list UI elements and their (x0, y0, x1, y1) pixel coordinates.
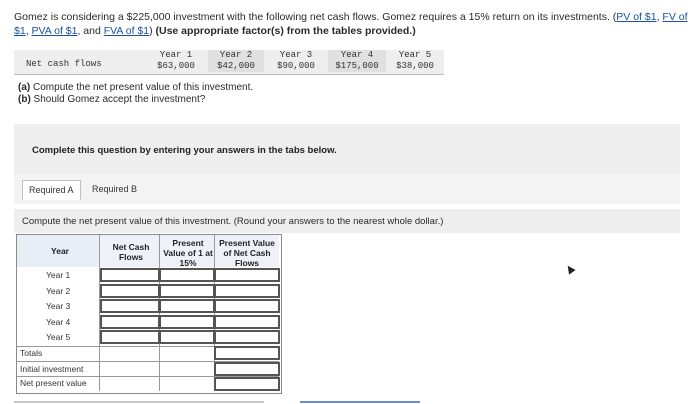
row-label-year-4: Year 4 (46, 317, 71, 327)
bottom-divider-left (14, 401, 264, 403)
header-pv-cash-flows: Present Value of Net Cash Flows (219, 238, 275, 268)
question-b: (b) Should Gomez accept the investment? (18, 94, 206, 105)
net-cash-flow-input-year-4[interactable] (100, 315, 160, 329)
pv-cash-flow-input-year-4[interactable] (214, 315, 280, 329)
instruction-text: Compute the net present value of this investment. (Round your answers to the nearest whole dollar.) (22, 216, 444, 227)
pv-factor-input-year-2[interactable] (159, 284, 215, 298)
tab-required-b[interactable]: Required B (92, 184, 138, 194)
factor-instruction: (Use appropriate factor(s) from the tables provided.) (152, 25, 416, 37)
totals-pv-input[interactable] (214, 346, 280, 360)
net-cash-flow-input-year-2[interactable] (100, 284, 160, 298)
pv-factor-input-year-1[interactable] (159, 268, 215, 282)
header-pv-factor: Present Value of 1 at 15% (163, 238, 213, 268)
net-cash-flow-input-year-3[interactable] (100, 299, 160, 313)
net-present-value-input[interactable] (214, 377, 280, 391)
pva-of-1-link[interactable]: PVA of $1 (31, 25, 78, 37)
fva-of-1-link[interactable]: FVA of $1 (103, 25, 150, 37)
pv-cash-flow-input-year-2[interactable] (214, 284, 280, 298)
pv-cash-flow-input-year-1[interactable] (214, 268, 280, 282)
pv-factor-input-year-4[interactable] (159, 315, 215, 329)
cash-flow-year-3: Year 3 $90,000 (277, 50, 315, 71)
net-cash-flow-input-year-5[interactable] (100, 330, 160, 344)
fv-of-1-link[interactable]: FV of $1 (14, 11, 688, 37)
pv-of-1-link[interactable]: PV of $1 (616, 11, 657, 23)
row-label-net-present-value: Net present value (20, 378, 87, 388)
pv-factor-input-year-5[interactable] (159, 330, 215, 344)
problem-intro: Gomez is considering a $225,000 investment with the following net cash flows. Gomez requires a 15% return on its investments. (PV of $1, FV of $1, PVA of $1, and FVA of $1) (Use appropriate factor(s) from the tables provided.) (14, 11, 688, 37)
row-label-year-1: Year 1 (46, 270, 71, 280)
pv-cash-flow-input-year-5[interactable] (214, 330, 280, 344)
question-a: (a) Compute the net present value of this investment. (18, 82, 254, 93)
bottom-divider-right (300, 401, 420, 403)
mouse-pointer-icon (564, 263, 575, 274)
pv-cash-flow-input-year-3[interactable] (214, 299, 280, 313)
row-label-year-5: Year 5 (46, 332, 71, 342)
row-label-year-3: Year 3 (46, 301, 71, 311)
cash-flow-year-2: Year 2 $42,000 (208, 50, 264, 72)
header-net-cash-flows: Net Cash Flows (112, 242, 150, 262)
cash-flow-year-4: Year 4 $175,000 (328, 50, 386, 72)
cash-flow-year-5: Year 5 $38,000 (396, 50, 434, 71)
tab-required-a[interactable]: Required A (22, 180, 81, 200)
row-label-initial-investment: Initial investment (20, 364, 84, 374)
header-year: Year (51, 246, 69, 256)
complete-prompt-text: Complete this question by entering your answers in the tabs below. (32, 145, 337, 156)
row-label-totals: Totals (20, 348, 43, 358)
initial-investment-input[interactable] (214, 362, 280, 376)
net-cash-flow-input-year-1[interactable] (100, 268, 160, 282)
cash-flow-year-1: Year 1 $63,000 (157, 50, 195, 71)
row-label-year-2: Year 2 (46, 286, 71, 296)
net-cash-flows-label: Net cash flows (26, 59, 102, 69)
pv-factor-input-year-3[interactable] (159, 299, 215, 313)
